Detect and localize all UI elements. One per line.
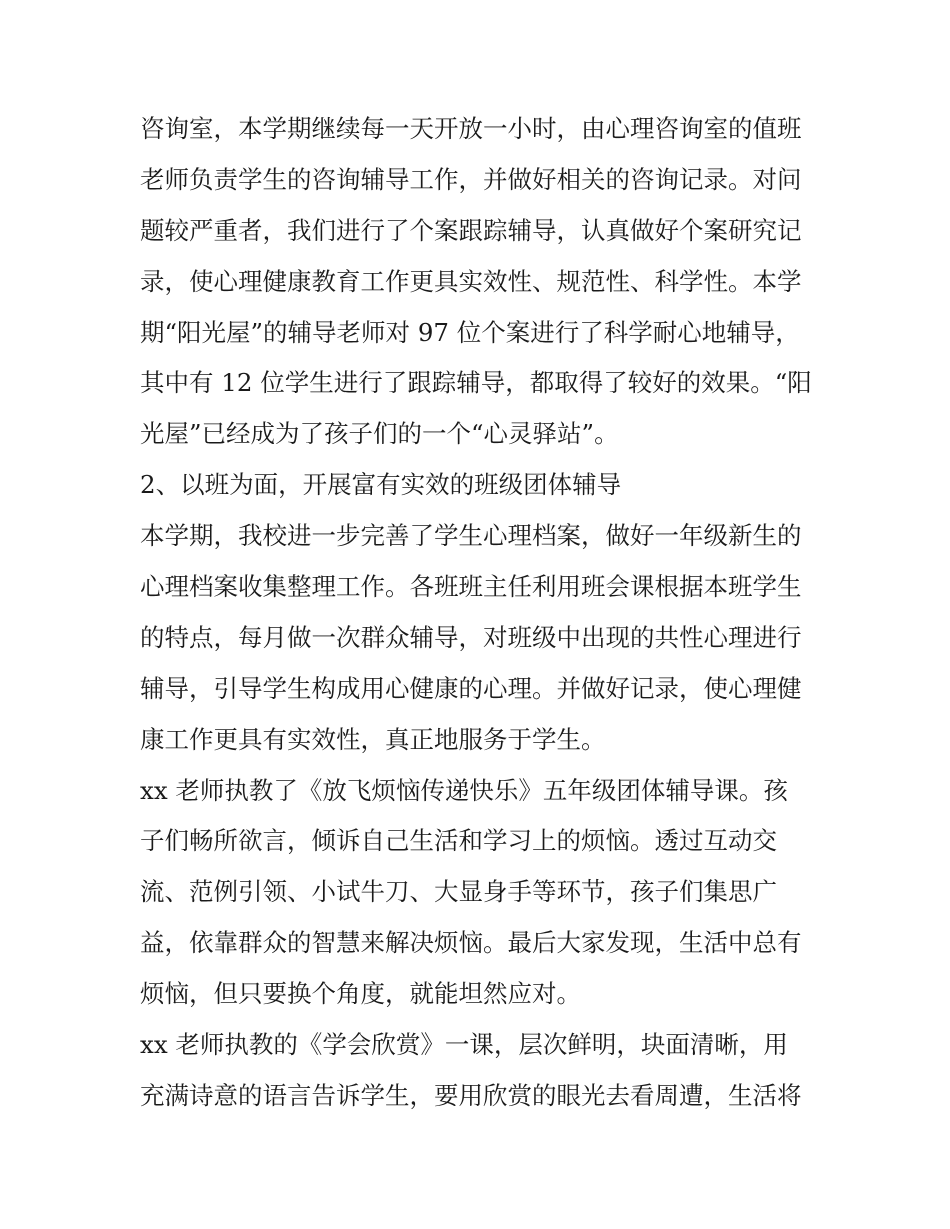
text-line: 录，使心理健康教育工作更具实效性、规范性、科学性。本学 — [140, 266, 802, 296]
text-line: 期“阳光屋”的辅导老师对 97 位个案进行了科学耐心地辅导， — [140, 317, 800, 347]
text-line: 其中有 12 位学生进行了跟踪辅导，都取得了较好的效果。“阳 — [140, 368, 812, 398]
text-line: 老师负责学生的咨询辅导工作，并做好相关的咨询记录。对问 — [140, 164, 802, 194]
text-line: 流、范例引领、小试牛刀、大显身手等环节，孩子们集思广 — [140, 877, 777, 907]
text-line: 光屋”已经成为了孩子们的一个“心灵驿站”。 — [140, 419, 619, 449]
text-line: 子们畅所欲言，倾诉自己生活和学习上的烦恼。透过互动交 — [140, 826, 777, 856]
text-line: 康工作更具有实效性，真正地服务于学生。 — [140, 724, 606, 754]
text-line: 辅导，引导学生构成用心健康的心理。并做好记录，使心理健 — [140, 673, 802, 703]
text-line: 题较严重者，我们进行了个案跟踪辅导，认真做好个案研究记 — [140, 215, 802, 245]
document-body — [140, 104, 830, 1122]
text-line: 咨询室，本学期继续每一天开放一小时，由心理咨询室的值班 — [140, 114, 802, 143]
text-line: 心理档案收集整理工作。各班班主任利用班会课根据本班学生 — [140, 572, 802, 602]
text-line: xx 老师执教了《放飞烦恼传递快乐》五年级团体辅导课。孩 — [140, 775, 788, 805]
text-line: 充满诗意的语言告诉学生，要用欣赏的眼光去看周遭，生活将 — [140, 1080, 802, 1110]
text-line: 本学期，我校进一步完善了学生心理档案，做好一年级新生的 — [140, 521, 802, 551]
text-line: 的特点，每月做一次群众辅导，对班级中出现的共性心理进行 — [140, 622, 802, 652]
text-line: 烦恼，但只要换个角度，就能坦然应对。 — [140, 979, 581, 1009]
text-line: 益，依靠群众的智慧来解决烦恼。最后大家发现，生活中总有 — [140, 928, 802, 958]
section-heading: 2、以班为面，开展富有实效的班级团体辅导 — [140, 470, 622, 500]
text-line: xx 老师执教的《学会欣赏》一课，层次鲜明，块面清晰，用 — [140, 1030, 788, 1060]
